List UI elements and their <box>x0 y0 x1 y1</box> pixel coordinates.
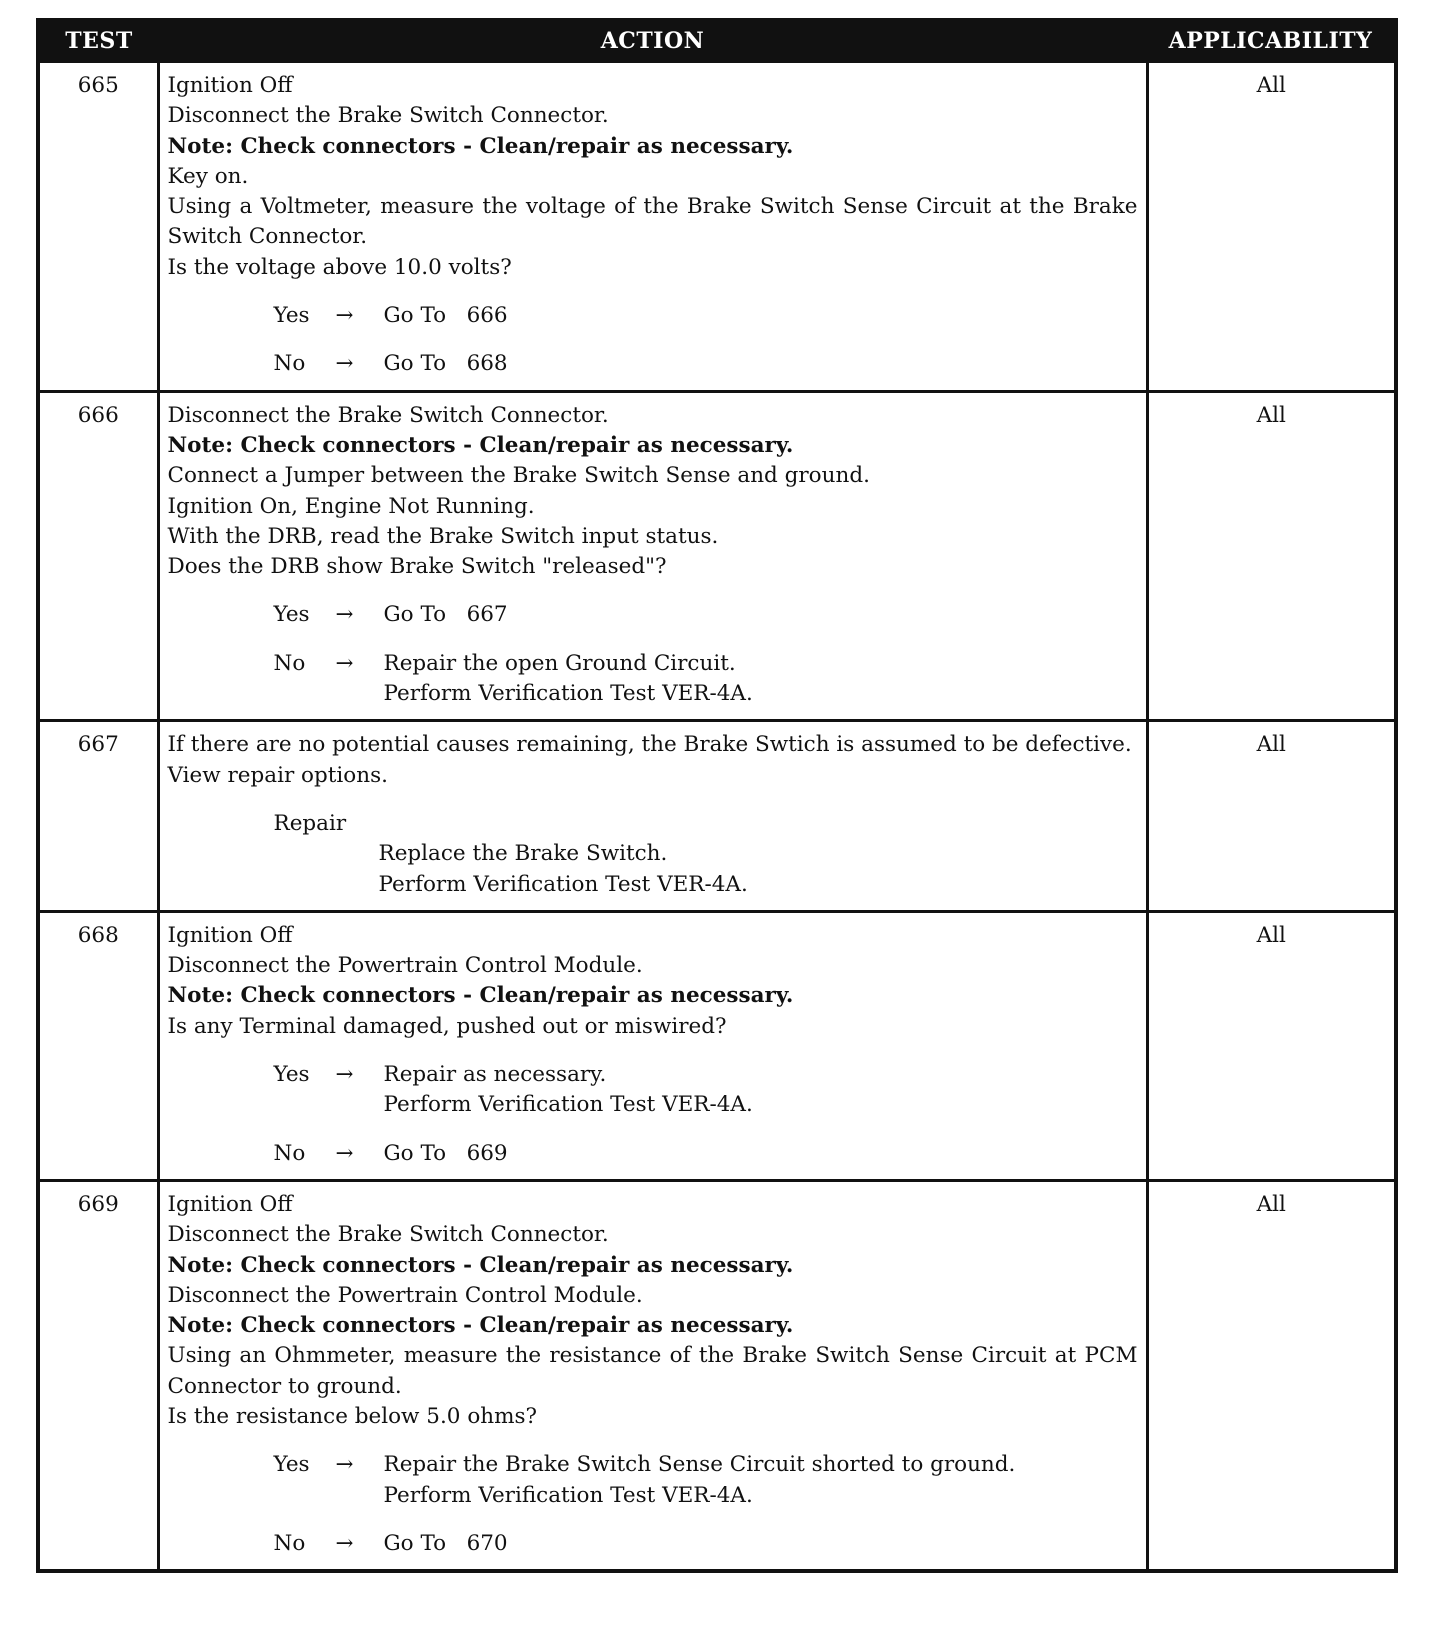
branch-no <box>274 349 1138 379</box>
test-number: 665 <box>40 62 158 392</box>
table-row <box>40 1180 1394 1569</box>
header-applicability: APPLICABILITY <box>1147 22 1394 62</box>
answer-label: No <box>273 1140 306 1166</box>
applicability-value: All <box>1147 911 1394 1180</box>
instruction-line: With the DRB, read the Brake Switch input status. <box>167 523 719 549</box>
action-cell <box>158 721 1147 911</box>
instruction-line: Using an Ohmmeter, measure the resistance of the Brake Switch Sense Circuit at PCM Connector to ground. <box>167 1343 1138 1399</box>
branch-result <box>384 349 1138 379</box>
instruction-line: Does the DRB show Brake Switch "released"? <box>167 554 667 580</box>
action-cell <box>158 62 1147 392</box>
arrow-right-icon: → <box>335 1530 354 1556</box>
repair-line: Perform Verification Test VER-4A. <box>378 871 748 897</box>
instruction-line: Disconnect the Powertrain Control Module. <box>167 1282 643 1308</box>
table-row <box>40 391 1394 721</box>
result-line: Perform Verification Test VER-4A. <box>383 681 753 707</box>
branch-no <box>274 1529 1138 1559</box>
result-line: Repair the open Ground Circuit. <box>383 650 736 676</box>
answer-label: Yes <box>273 1452 310 1478</box>
test-number: 669 <box>40 1180 158 1569</box>
applicability-value: All <box>1147 721 1394 911</box>
action-cell <box>158 1180 1147 1569</box>
instruction-line: Ignition On, Engine Not Running. <box>167 493 535 519</box>
answer-label: Yes <box>273 602 310 628</box>
header-test: TEST <box>40 22 158 62</box>
note-line: Note: Check connectors - Clean/repair as necessary. <box>167 432 794 458</box>
result-line: Go To 670 <box>383 1530 508 1556</box>
test-number: 667 <box>40 721 158 911</box>
instruction-line: Disconnect the Brake Switch Connector. <box>167 1222 609 1248</box>
note-line: Note: Check connectors - Clean/repair as necessary. <box>167 1313 794 1339</box>
arrow-right-icon: → <box>335 1062 354 1088</box>
arrow-right-icon: → <box>335 1140 354 1166</box>
action-cell <box>158 391 1147 721</box>
applicability-value: All <box>1147 62 1394 392</box>
instruction-line: Disconnect the Brake Switch Connector. <box>167 402 609 428</box>
instruction-line: Key on. <box>167 163 249 189</box>
applicability-value: All <box>1147 1180 1394 1569</box>
result-line: Go To 666 <box>383 303 508 329</box>
repair-steps <box>379 839 1138 900</box>
branch-result <box>384 1450 1138 1511</box>
note-line: Note: Check connectors - Clean/repair as necessary. <box>167 1252 794 1278</box>
test-number: 666 <box>40 391 158 721</box>
test-number: 668 <box>40 911 158 1180</box>
instruction-line: Connect a Jumper between the Brake Switch Sense and ground. <box>167 463 870 489</box>
answer-label: No <box>273 650 306 676</box>
instruction-line: If there are no potential causes remaining, the Brake Swtich is assumed to be defective. <box>167 732 1132 758</box>
instruction-line: Is the resistance below 5.0 ohms? <box>167 1403 538 1429</box>
repair-line: Replace the Brake Switch. <box>378 841 668 867</box>
instruction-line: Disconnect the Brake Switch Connector. <box>167 103 609 129</box>
result-line: Perform Verification Test VER-4A. <box>383 1092 753 1118</box>
table-row <box>40 62 1394 392</box>
table-row <box>40 911 1394 1180</box>
result-line: Go To 669 <box>383 1140 508 1166</box>
test-table <box>40 22 1394 1569</box>
branch-yes <box>274 1060 1138 1121</box>
result-line: Go To 667 <box>383 602 508 628</box>
branch-result <box>384 600 1138 630</box>
result-line: Perform Verification Test VER-4A. <box>383 1482 753 1508</box>
arrow-right-icon: → <box>335 602 354 628</box>
branch-result <box>384 301 1138 331</box>
repair-label: Repair <box>273 810 347 836</box>
branch-no <box>274 649 1138 710</box>
note-line: Note: Check connectors - Clean/repair as necessary. <box>167 983 794 1009</box>
diagnostic-test-table <box>36 18 1398 1573</box>
result-line: Go To 668 <box>383 351 508 377</box>
branch-result <box>384 649 1138 710</box>
branch-yes <box>274 600 1138 630</box>
instruction-line: Ignition Off <box>167 1191 293 1217</box>
header-row <box>40 22 1394 62</box>
instruction-line: Using a Voltmeter, measure the voltage of the Brake Switch Sense Circuit at the Brake Switch Connector. <box>167 194 1138 250</box>
applicability-value: All <box>1147 391 1394 721</box>
arrow-right-icon: → <box>335 650 354 676</box>
header-action: ACTION <box>158 22 1147 62</box>
table-row <box>40 721 1394 911</box>
arrow-right-icon: → <box>335 351 354 377</box>
result-line: Repair as necessary. <box>383 1062 607 1088</box>
instruction-line: View repair options. <box>167 762 388 788</box>
note-line: Note: Check connectors - Clean/repair as necessary. <box>167 133 794 159</box>
action-cell <box>158 911 1147 1180</box>
instruction-line: Ignition Off <box>167 922 293 948</box>
arrow-right-icon: → <box>335 303 354 329</box>
branch-result <box>384 1060 1138 1121</box>
table-body <box>40 62 1394 1570</box>
arrow-right-icon: → <box>335 1452 354 1478</box>
branch-result <box>384 1529 1138 1559</box>
branch-result <box>384 1139 1138 1169</box>
instruction-line: Is any Terminal damaged, pushed out or miswired? <box>167 1013 727 1039</box>
branch-yes <box>274 301 1138 331</box>
branch-no <box>274 1139 1138 1169</box>
answer-label: No <box>273 351 306 377</box>
answer-label: Yes <box>273 303 310 329</box>
answer-label: No <box>273 1530 306 1556</box>
instruction-line: Ignition Off <box>167 73 293 98</box>
answer-label: Yes <box>273 1062 310 1088</box>
instruction-line: Is the voltage above 10.0 volts? <box>167 254 512 280</box>
instruction-line: Disconnect the Powertrain Control Module. <box>167 953 643 979</box>
branch-yes <box>274 1450 1138 1511</box>
result-line: Repair the Brake Switch Sense Circuit shorted to ground. <box>383 1452 1016 1478</box>
